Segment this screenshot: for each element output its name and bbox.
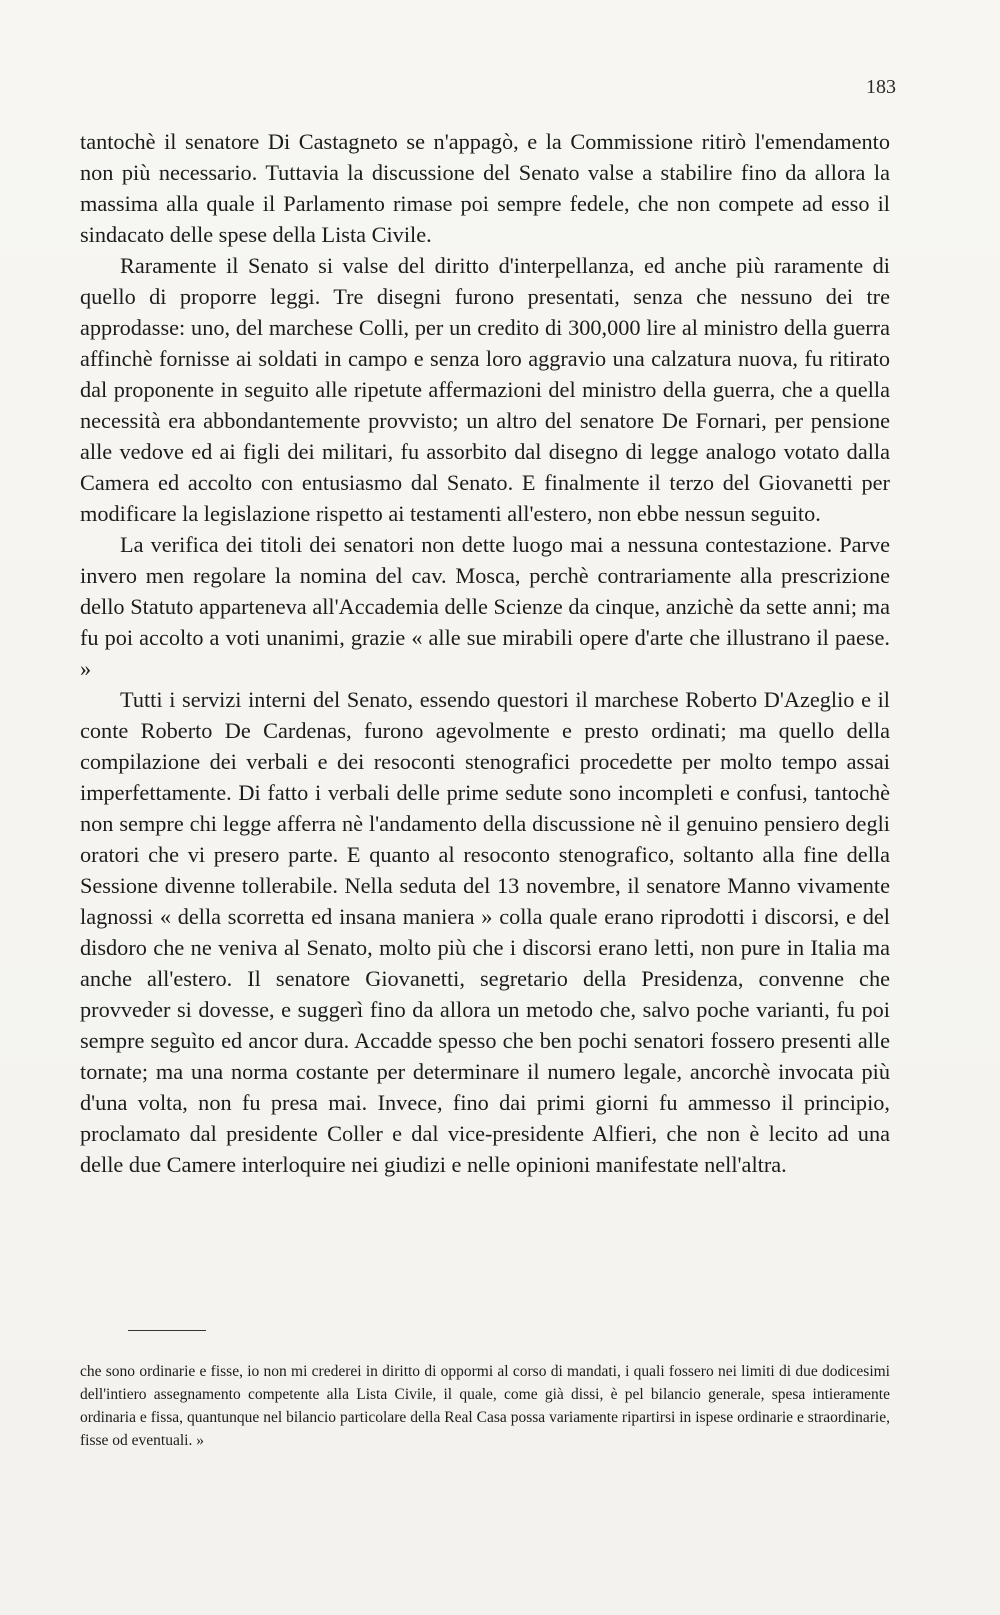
paragraph-continuation: tantochè il senatore Di Castagneto se n'appagò, e la Commissione ritirò l'emendamento non più necessario. Tuttavia la discussione del Senato valse a stabilire fino da allora la massima alla quale il Parlamento rimase poi sempre fedele, che non compete ad esso il sindacato delle spese della Lista Civile. — [80, 129, 890, 247]
paragraph-verifica-titoli: La verifica dei titoli dei senatori non dette luogo mai a nessuna contestazione. Parve invero men regolare la nomina del cav. Mosca, perchè contrariamente alla prescrizione dello Statuto apparteneva all'Accademia delle Scienze da cinque, anzichè da sette anni; ma fu poi accolto a voti unanimi, grazie « alle sue mirabili opere d'arte che illustrano il paese. » — [80, 532, 890, 681]
footnote-divider — [128, 1330, 206, 1331]
page-number: 183 — [866, 76, 896, 98]
paragraph-servizi-interni: Tutti i servizi interni del Senato, essendo questori il marchese Roberto D'Azeglio e il conte Roberto De Cardenas, furono agevolmente e presto ordinati; ma quello della compilazione dei verbali e dei resoconti stenografici procedette per molto tempo assai imperfettamente. Di fatto i verbali delle prime sedute sono incompleti e confusi, tantochè non sempre chi legge afferra nè l'andamento della discussione nè il genuino pensiero degli oratori che vi presero parte. E quanto al resoconto stenografico, soltanto alla fine della Sessione divenne tollerabile. Nella seduta del 13 novembre, il senatore Manno vivamente lagnossi « della scorretta ed insana maniera » colla quale erano riprodotti i discorsi, e del disdoro che ne veniva al Senato, molto più che i discorsi erano letti, non pure in Italia ma anche all'estero. Il senatore Giovanetti, segretario della Presidenza, convenne che provveder si dovesse, e suggerì fino da allora un metodo che, salvo poche varianti, fu poi sempre seguìto ed ancor dura. Accadde spesso che ben pochi senatori fossero presenti alle tornate; ma una norma costante per determinare il numero legale, ancorchè invocata più d'una volta, non fu presa mai. Invece, fino dai primi giorni fu ammesso il principio, proclamato dal presidente Coller e dal vice-presidente Alfieri, che non è lecito ad una delle due Camere interloquire nei giudizi e nelle opinioni manifestate nell'altra. — [80, 687, 890, 1177]
paragraph-interpellanza: Raramente il Senato si valse del diritto d'interpellanza, ed anche più raramente di quello di proporre leggi. Tre disegni furono presentati, senza che nessuno dei tre approdasse: uno, del marchese Colli, per un credito di 300,000 lire al ministro della guerra affinchè fornisse ai soldati in campo e senza loro aggravio una calzatura nuova, fu ritirato dal proponente in seguito alle ripetute affermazioni del ministro della guerra, che a quella necessità era abbondantemente provvisto; un altro del senatore De Fornari, per pensione alle vedove ed ai figli dei militari, fu assorbito dal disegno di legge analogo votato dalla Camera ed accolto con entusiasmo dal Senato. E finalmente il terzo del Giovanetti per modificare la legislazione rispetto ai testamenti all'estero, non ebbe nessun seguito. — [80, 253, 890, 526]
footnote-text: che sono ordinarie e fisse, io non mi crederei in diritto di oppormi al corso di mandati, i quali fossero nei limiti di due dodicesimi dell'intiero assegnamento competente alla Lista Civile, il quale, come già dissi, è pel bilancio generale, spesa intieramente ordinaria e fissa, quantunque nel bilancio particolare della Real Casa possa variamente ripartirsi in ispese ordinarie e straordinarie, fisse od eventuali. » — [80, 1363, 890, 1449]
body-text — [80, 126, 890, 1180]
